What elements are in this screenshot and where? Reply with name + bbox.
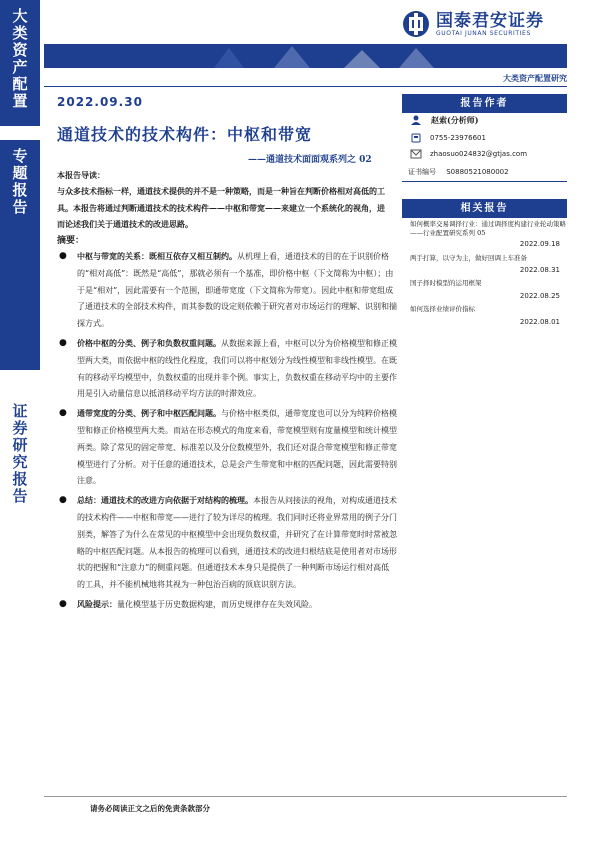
phone-row: [410, 133, 486, 143]
bullet-text: 量化模型基于历史数据构建，而历史规律存在失效风险。: [117, 599, 317, 609]
sidebar-research-block: [0, 395, 40, 505]
related-header: 相关报告: [402, 199, 567, 218]
related-report-title[interactable]: 国子择时模型的运用框架: [410, 279, 482, 287]
bullet-text: 与价格中枢类似，通带宽度也可以分为纯粹价格模型和修正价格模型两大类。而站在形态模式的角度来看，带宽模型则有度量模型和统计模型两类。除了常见的固定带宽、标准差以及分位数模型外，我们还对混合带宽模型和修正带宽模型进行了分析。对于任意的通道技术，总是会产生带宽和中枢的匹配问题，因此需要特别注意。: [77, 409, 397, 486]
email-icon: [410, 149, 422, 159]
analyst-row: [410, 115, 430, 125]
sidebar-block-category: [0, 0, 40, 126]
bullet-lead: 风险提示：: [77, 598, 117, 609]
bullet-text: 从数据来源上看，中枢可以分为价格模型和修正模型两大类，而依据中枢的线性化程度，我们可以将中枢划分为线性模型和非线性模型。在既有的移动平均模型中，负数权重的出现并非个例。事实上，负数权重在移动平均中的主要作用是引入动量信息以抵消移动平均方法的时滞效应。: [77, 338, 397, 399]
banner-decoration-icon: [44, 44, 567, 68]
guide-label: 本报告导读：: [57, 170, 105, 180]
related-report-date: 2022.08.31: [519, 266, 560, 274]
header-divider: [44, 86, 567, 87]
authors-header: 报告作者: [402, 94, 567, 113]
related-report-date: 2022.09.18: [519, 240, 560, 248]
footer-divider: [44, 796, 567, 797]
bullet-text: 从机理上看，通道技术的目的在于识别价格的“相对高低”：既然是“高低”，那就必须有一个基准，即价格中枢（下文简称为中枢）；由于是“相对”，因此需要有一个范围，即通带宽度（下文简称为带宽）。因此中枢和带宽组成了通道技术的全部技术构件，而其参数的设定则依赖于研究者对市场运行的理解、识别和揣探方式。: [77, 252, 397, 329]
sidebar-block-type: [0, 140, 40, 370]
disclaimer-note: 请务必阅读正文之后的免责条款部分: [90, 804, 210, 813]
sidebar-research-label: 证券研究报告: [10, 403, 29, 505]
person-icon: [410, 115, 422, 125]
related-report-title[interactable]: 两手打算，以守为主，做好回调上车准备: [410, 254, 527, 262]
analyst-email[interactable]: zhaosuo024832@gtjas.com: [430, 150, 528, 158]
analyst-name: 赵索(分析师): [431, 115, 479, 125]
related-report-title[interactable]: 如何概率交易调择行业：通过调择度构建行业轮动策略——行业配置研究系列 05: [410, 220, 566, 237]
abstract-bullets: [57, 248, 397, 616]
bullet-dot-icon: ●: [59, 598, 67, 609]
bullet-dot-icon: ●: [59, 337, 67, 348]
bullet-dot-icon: ●: [59, 251, 67, 261]
abstract-bullet: [57, 248, 397, 333]
related-report-date: 2022.08.01: [519, 318, 560, 326]
report-date: 2022.09.30: [57, 95, 143, 109]
abstract-bullet: [57, 335, 397, 403]
bullet-lead: 中枢与带宽的关系：既相互依存又相互制约。: [77, 251, 237, 261]
logo-name-cn: 国泰君安证券: [436, 10, 544, 31]
company-logo: [402, 8, 572, 40]
analyst-phone: 0755-23976601: [430, 134, 486, 142]
logo-mark-icon: [402, 10, 430, 38]
phone-icon: [410, 133, 422, 143]
authors-divider: [402, 181, 567, 182]
guide-text: 与众多技术指标一样，通道技术提供的并不是一种策略，而是一种旨在判断价格相对高低的工具。本报告将通过判断通道技术的技术构件——中枢和带宽——来建立一个系统化的视角，进而论述我们关于通道技术的改进思路。: [57, 186, 385, 229]
report-title: 通道技术的技术构件：中枢和带宽: [57, 125, 313, 144]
bullet-dot-icon: ●: [59, 495, 67, 506]
abstract-bullet: [57, 596, 397, 614]
header-banner: [44, 44, 567, 68]
email-row: [410, 149, 527, 159]
report-subtitle: ——通道技术面面观系列之 02: [248, 155, 372, 165]
abstract-label: 摘要：: [57, 236, 85, 246]
certificate-number: S0880521080002: [446, 168, 509, 176]
certificate-label: 证书编号: [408, 168, 436, 176]
sidebar-category-label: 大类资产配置: [10, 8, 29, 110]
bullet-lead: 通带宽度的分类、例子和中枢匹配问题。: [77, 408, 221, 419]
bullet-dot-icon: ●: [59, 408, 67, 419]
bullet-lead: 价格中枢的分类、例子和负数权重问题。: [77, 337, 221, 348]
related-report-title[interactable]: 如何选择业绩评价指标: [410, 305, 475, 313]
logo-name-en: GUOTAI JUNAN SECURITIES: [436, 29, 531, 37]
sidebar-type-label: 专题报告: [10, 148, 29, 216]
abstract-bullet: [57, 492, 397, 594]
bullet-text: 本报告从问接法的视角，对构成通道技术的技术构件——中枢和带宽——进行了较为详尽的梳理。我们同时还将业界常用的例子分门别类，解答了为什么在常见的中枢模型中会出现负数权重，并研究了在计算带宽时时常被忽略的中枢匹配问题。从本报告的梳理可以看到，通道技术的改进归根结底是使用者对市场形状的把握和“注意力”的侧重问题。但通道技术本身只是提供了一种判断市场运行相对高低的工具，并不能机械地将其视为一种包治百病的顶底识别方法。: [77, 496, 397, 590]
report-category: 大类资产配置研究: [503, 74, 567, 83]
related-report-date: 2022.08.25: [519, 292, 560, 300]
bullet-lead: 总结：通道技术的改进方向依据于对结构的梳理。: [77, 495, 253, 506]
left-sidebar: [0, 0, 40, 842]
certificate-row: [408, 167, 509, 177]
abstract-bullet: [57, 405, 397, 490]
